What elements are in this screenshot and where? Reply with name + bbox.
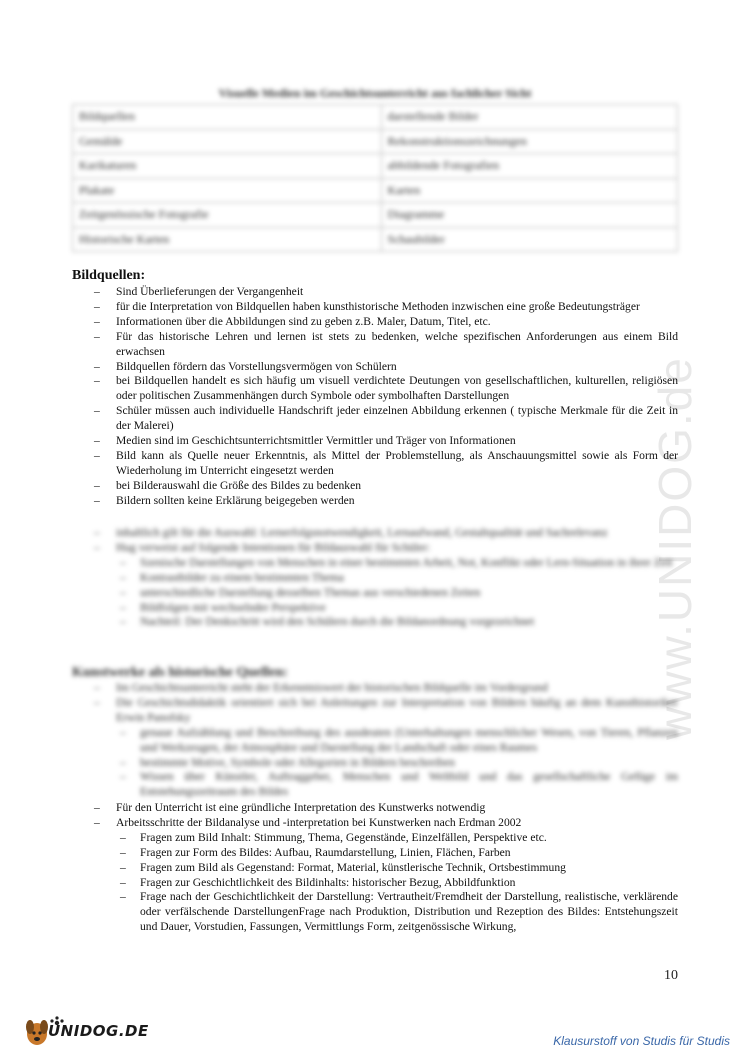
list-item: – Medien sind im Geschichtsunterrichtsmittler Vermittler und Träger von Informationen <box>72 434 678 449</box>
table-cell: Gemälde <box>73 129 382 154</box>
table-cell: Rekonstruktionszeichnungen <box>381 129 677 154</box>
sublist-item: – bestimmte Motive, Symbole oder Allegorien in Bildern beschreiben <box>116 756 678 771</box>
table-cell: Plakate <box>73 178 382 203</box>
list-item: – bei Bilderauswahl die Größe des Bildes zu bedenken <box>72 479 678 494</box>
watermark: www.UNIDOG.de <box>649 356 701 740</box>
sublist-item: – Kontrastbilder zu einem bestimmten Thema <box>116 571 678 586</box>
sublist-item: – Wissen über Künstler, Auftraggeber, Menschen und Weltbild und das gesellschaftliche Gefüge im Entstehungszeitraum des Bildes <box>116 770 678 800</box>
table-row <box>73 154 678 179</box>
table-row <box>73 178 678 203</box>
table-cell: Historische Karten <box>73 227 382 252</box>
sublist-item: – unterschiedliche Darstellung desselben Themas aus verschiedenen Zeiten <box>116 586 678 601</box>
sublist-item: – Frage nach der Geschichtlichkeit der Darstellung: Vertrautheit/Fremdheit der Darstellung, realistische, verklärende oder verfälschende DarstellungenFrage nach Produktion, Distribution und Rezeption des Bildes: Entstehungszeit und Dauer, Vorstudien, Fassungen, Vermittlungs Form, zeitgenössische Wirkung, <box>116 890 678 935</box>
logo-text: UNIDOG.DE <box>48 1022 149 1040</box>
sublist-item: – Fragen zur Form des Bildes: Aufbau, Raumdarstellung, Linien, Flächen, Farben <box>116 846 678 861</box>
table-cell: Zeitgenössische Fotografie <box>73 203 382 228</box>
table-row <box>73 203 678 228</box>
sublist-item: – Nachteil: Der Denkschritt wird den Schülern durch die Bildanordnung vorgezeichnet <box>116 615 678 630</box>
sublist <box>72 831 678 935</box>
table-row <box>73 227 678 252</box>
kunstwerke-list <box>72 801 678 935</box>
list-item: – inhaltlich gilt für die Auswahl: Lernerfolgsnotwendigkeit, Lernaufwand, Gestaltqualität und Sachrelevanz <box>72 526 678 541</box>
sublist-item: – Szenische Darstellungen von Menschen in einer bestimmten Arbeit, Not, Konflikt oder Lern-Situation in ihrer Zeit <box>116 556 678 571</box>
table-cell: abbildende Fotografien <box>381 154 677 179</box>
table-cell: Karikaturen <box>73 154 382 179</box>
table-cell: darstellende Bilder <box>381 105 677 130</box>
bildquellen-list <box>72 285 678 509</box>
table-cell: Diagramme <box>381 203 677 228</box>
table-row <box>73 129 678 154</box>
sublist <box>72 556 678 631</box>
sublist-item: – Fragen zum Bild Inhalt: Stimmung, Thema, Gegenstände, Einzelfällen, Perspektive etc. <box>116 831 678 846</box>
sublist-item: – genaue Aufzählung und Beschreibung des ausdeuten (Unterhaltungen menschlicher Wesen, von Tieren, Pflanzen und Werkzeugen, der Atmosphäre und Darstellung der Landschaft oder eines Raumes <box>116 726 678 756</box>
list-item: – Für das historische Lehren und lernen ist stets zu bedenken, welche spezifischen Anforderungen aus einem Bild erwachsen <box>72 330 678 360</box>
bildquellen-blurred-list <box>72 526 678 630</box>
list-item: – Bildern sollten keine Erklärung beigegeben werden <box>72 494 678 509</box>
media-table <box>72 104 678 252</box>
list-item: – für die Interpretation von Bildquellen haben kunsthistorische Methoden inzwischen eine große Bedeutungsträger <box>72 300 678 315</box>
table-cell: Bildquellen <box>73 105 382 130</box>
kunstwerke-blurred-list <box>72 681 678 800</box>
list-item: – Schüler müssen auch individuelle Handschrift jeder einzelnen Abbildung erkennen ( typische Merkmale für die Zeit in der Malerei) <box>72 404 678 434</box>
sublist-item: – Fragen zur Geschichtlichkeit des Bildinhalts: historischer Bezug, Abbildfunktion <box>116 876 678 891</box>
list-item: – Die Geschichtsdidaktik orientiert sich bei Anleitungen zur Interpretation von Bildern häufig an dem Kunsthistoriker Erwin Panofsky <box>72 696 678 726</box>
table-cell: Schaubilder <box>381 227 677 252</box>
sublist-item: – Bildfolgen mit wechselnder Perspektive <box>116 601 678 616</box>
table-title: Visuelle Medien im Geschichtsunterricht aus fachlicher Sicht <box>218 86 532 100</box>
dog-ear-icon <box>26 1020 34 1034</box>
list-item: – Informationen über die Abbildungen sind zu geben z.B. Maler, Datum, Titel, etc. <box>72 315 678 330</box>
list-item: – bei Bildquellen handelt es sich häufig um visuell verdichtete Deutungen von gesellschaftlichen, kulturellen, religiösen oder politischen Zusammenhängen durch Symbole oder symbolhaften Darstellungen <box>72 374 678 404</box>
footer-slogan: Klausurstoff von Studis für Studis <box>553 1034 730 1048</box>
list-item: – Sind Überlieferungen der Vergangenheit <box>72 285 678 300</box>
table-cell: Karten <box>381 178 677 203</box>
sublist-item: – Fragen zum Bild als Gegenstand: Format, Material, künstlerische Technik, Ortsbestimmung <box>116 861 678 876</box>
list-item: – Im Geschichtsunterricht steht der Erkenntniswert der historischen Bildquelle im Vordergrund <box>72 681 678 696</box>
list-item: – Bildquellen fördern das Vorstellungsvermögen von Schülern <box>72 360 678 375</box>
section-heading-kunstwerke: Kunstwerke als historische Quellen: <box>72 665 288 680</box>
list-item: – Hug verweist auf folgende Intentionen für Bildauswahl für Schüler: <box>72 541 678 556</box>
section-heading-bildquellen: Bildquellen: <box>72 268 146 283</box>
list-item: – Für den Unterricht ist eine gründliche Interpretation des Kunstwerks notwendig <box>72 801 678 816</box>
table-row <box>73 105 678 130</box>
sublist <box>72 726 678 801</box>
page-number: 10 <box>664 968 678 983</box>
list-item: – Arbeitsschritte der Bildanalyse und -interpretation bei Kunstwerken nach Erdman 2002 <box>72 816 678 831</box>
list-item: – Bild kann als Quelle neuer Erkenntnis, als Mittel der Problemstellung, als Anschauungsmittel sowie als Form der Wiederholung im Unterricht eingesetzt werden <box>72 449 678 479</box>
